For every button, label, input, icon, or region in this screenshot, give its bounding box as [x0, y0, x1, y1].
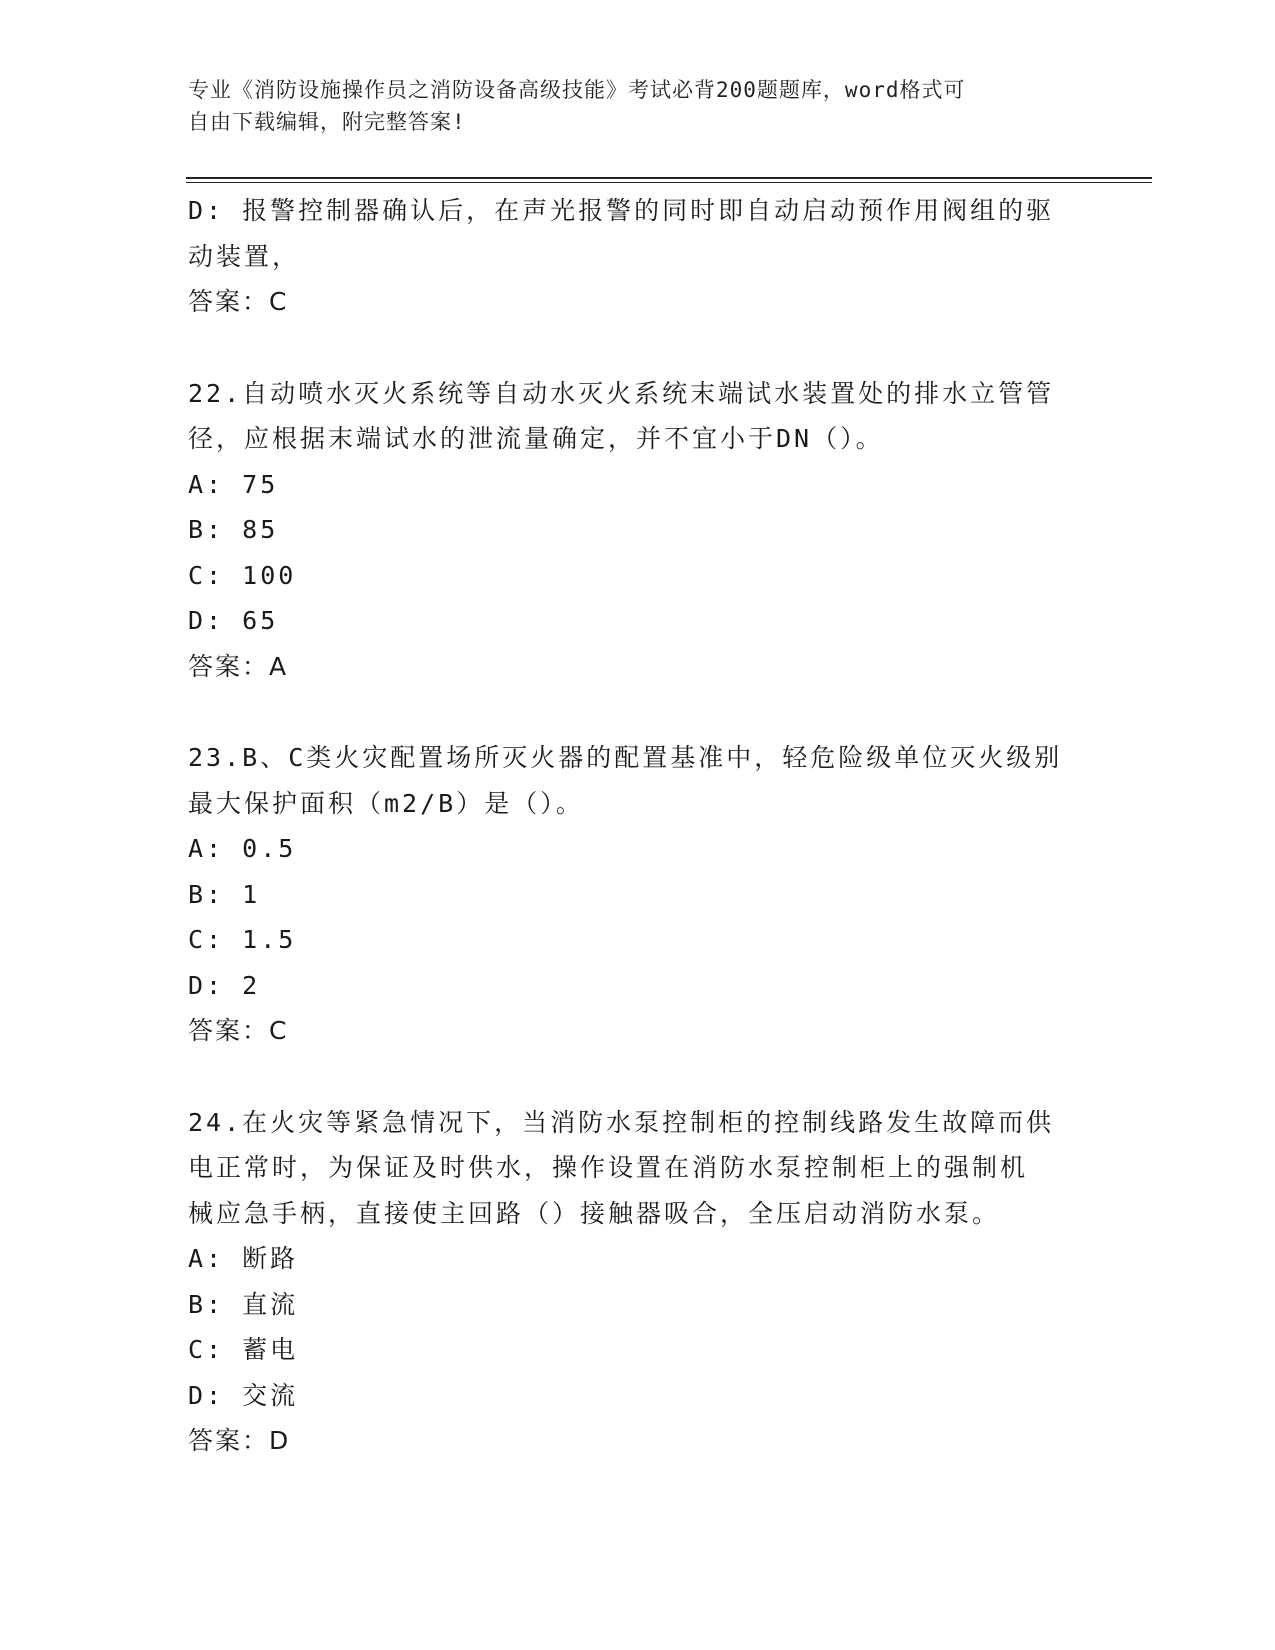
option-b: B: 85 [188, 515, 279, 544]
option-d-line-1: D: 报警控制器确认后，在声光报警的同时即自动启动预作用阀组的驱 [188, 196, 1055, 225]
option-d-line-2: 动装置， [188, 241, 301, 271]
answer-line: 答案：C [188, 287, 289, 316]
spacer [188, 325, 1088, 371]
question-stem-line: 电正常时，为保证及时供水，操作设置在消防水泵控制柜上的强制机 [188, 1153, 1029, 1182]
question-22 [188, 371, 1088, 690]
question-stem-line: 24.在火灾等紧急情况下，当消防水泵控制柜的控制线路发生故障而供 [188, 1107, 1055, 1137]
question-stem-line: 22.自动喷水灭火系统等自动水灭火系统末端试水装置处的排水立管管 [188, 378, 1055, 408]
header-divider-thick [186, 177, 1152, 179]
question-stem-line: 最大保护面积（m2/B）是（）。 [188, 788, 584, 818]
question-list [188, 188, 1088, 1464]
spacer [188, 689, 1088, 735]
option-b: B: 直流 [188, 1289, 299, 1319]
option-c: C: 100 [188, 560, 297, 590]
question-stem-line: 23.B、C类火灾配置场所灭火器的配置基准中，轻危险级单位灭火级别 [188, 743, 1063, 772]
answer-line: 答案：D [188, 1426, 291, 1455]
option-c: C: 1.5 [188, 925, 297, 954]
option-b: B: 1 [188, 879, 261, 909]
header-title-line-2: 自由下载编辑，附完整答案! [188, 110, 466, 134]
option-a: A: 75 [188, 469, 279, 499]
document-header [188, 74, 1088, 138]
answer-line: 答案：C [188, 1016, 289, 1045]
spacer [188, 1054, 1088, 1100]
question-stem-line: 械应急手柄，直接使主回路（）接触器吸合，全压启动消防水泵。 [188, 1198, 1001, 1228]
header-divider-thin [186, 182, 1152, 183]
question-24 [188, 1100, 1088, 1464]
question-21-tail [188, 188, 1088, 325]
option-d: D: 65 [188, 606, 279, 635]
option-d: D: 交流 [188, 1380, 299, 1410]
question-23 [188, 735, 1088, 1054]
option-a: A: 0.5 [188, 834, 297, 863]
option-d: D: 2 [188, 970, 261, 1000]
answer-line: 答案：A [188, 651, 289, 681]
question-stem-line: 径，应根据末端试水的泄流量确定，并不宜小于DN（）。 [188, 424, 884, 453]
option-a: A: 断路 [188, 1244, 299, 1273]
header-title-line-1: 专业《消防设施操作员之消防设备高级技能》考试必背200题题库，word格式可 [188, 78, 966, 102]
option-c: C: 蓄电 [188, 1335, 299, 1364]
